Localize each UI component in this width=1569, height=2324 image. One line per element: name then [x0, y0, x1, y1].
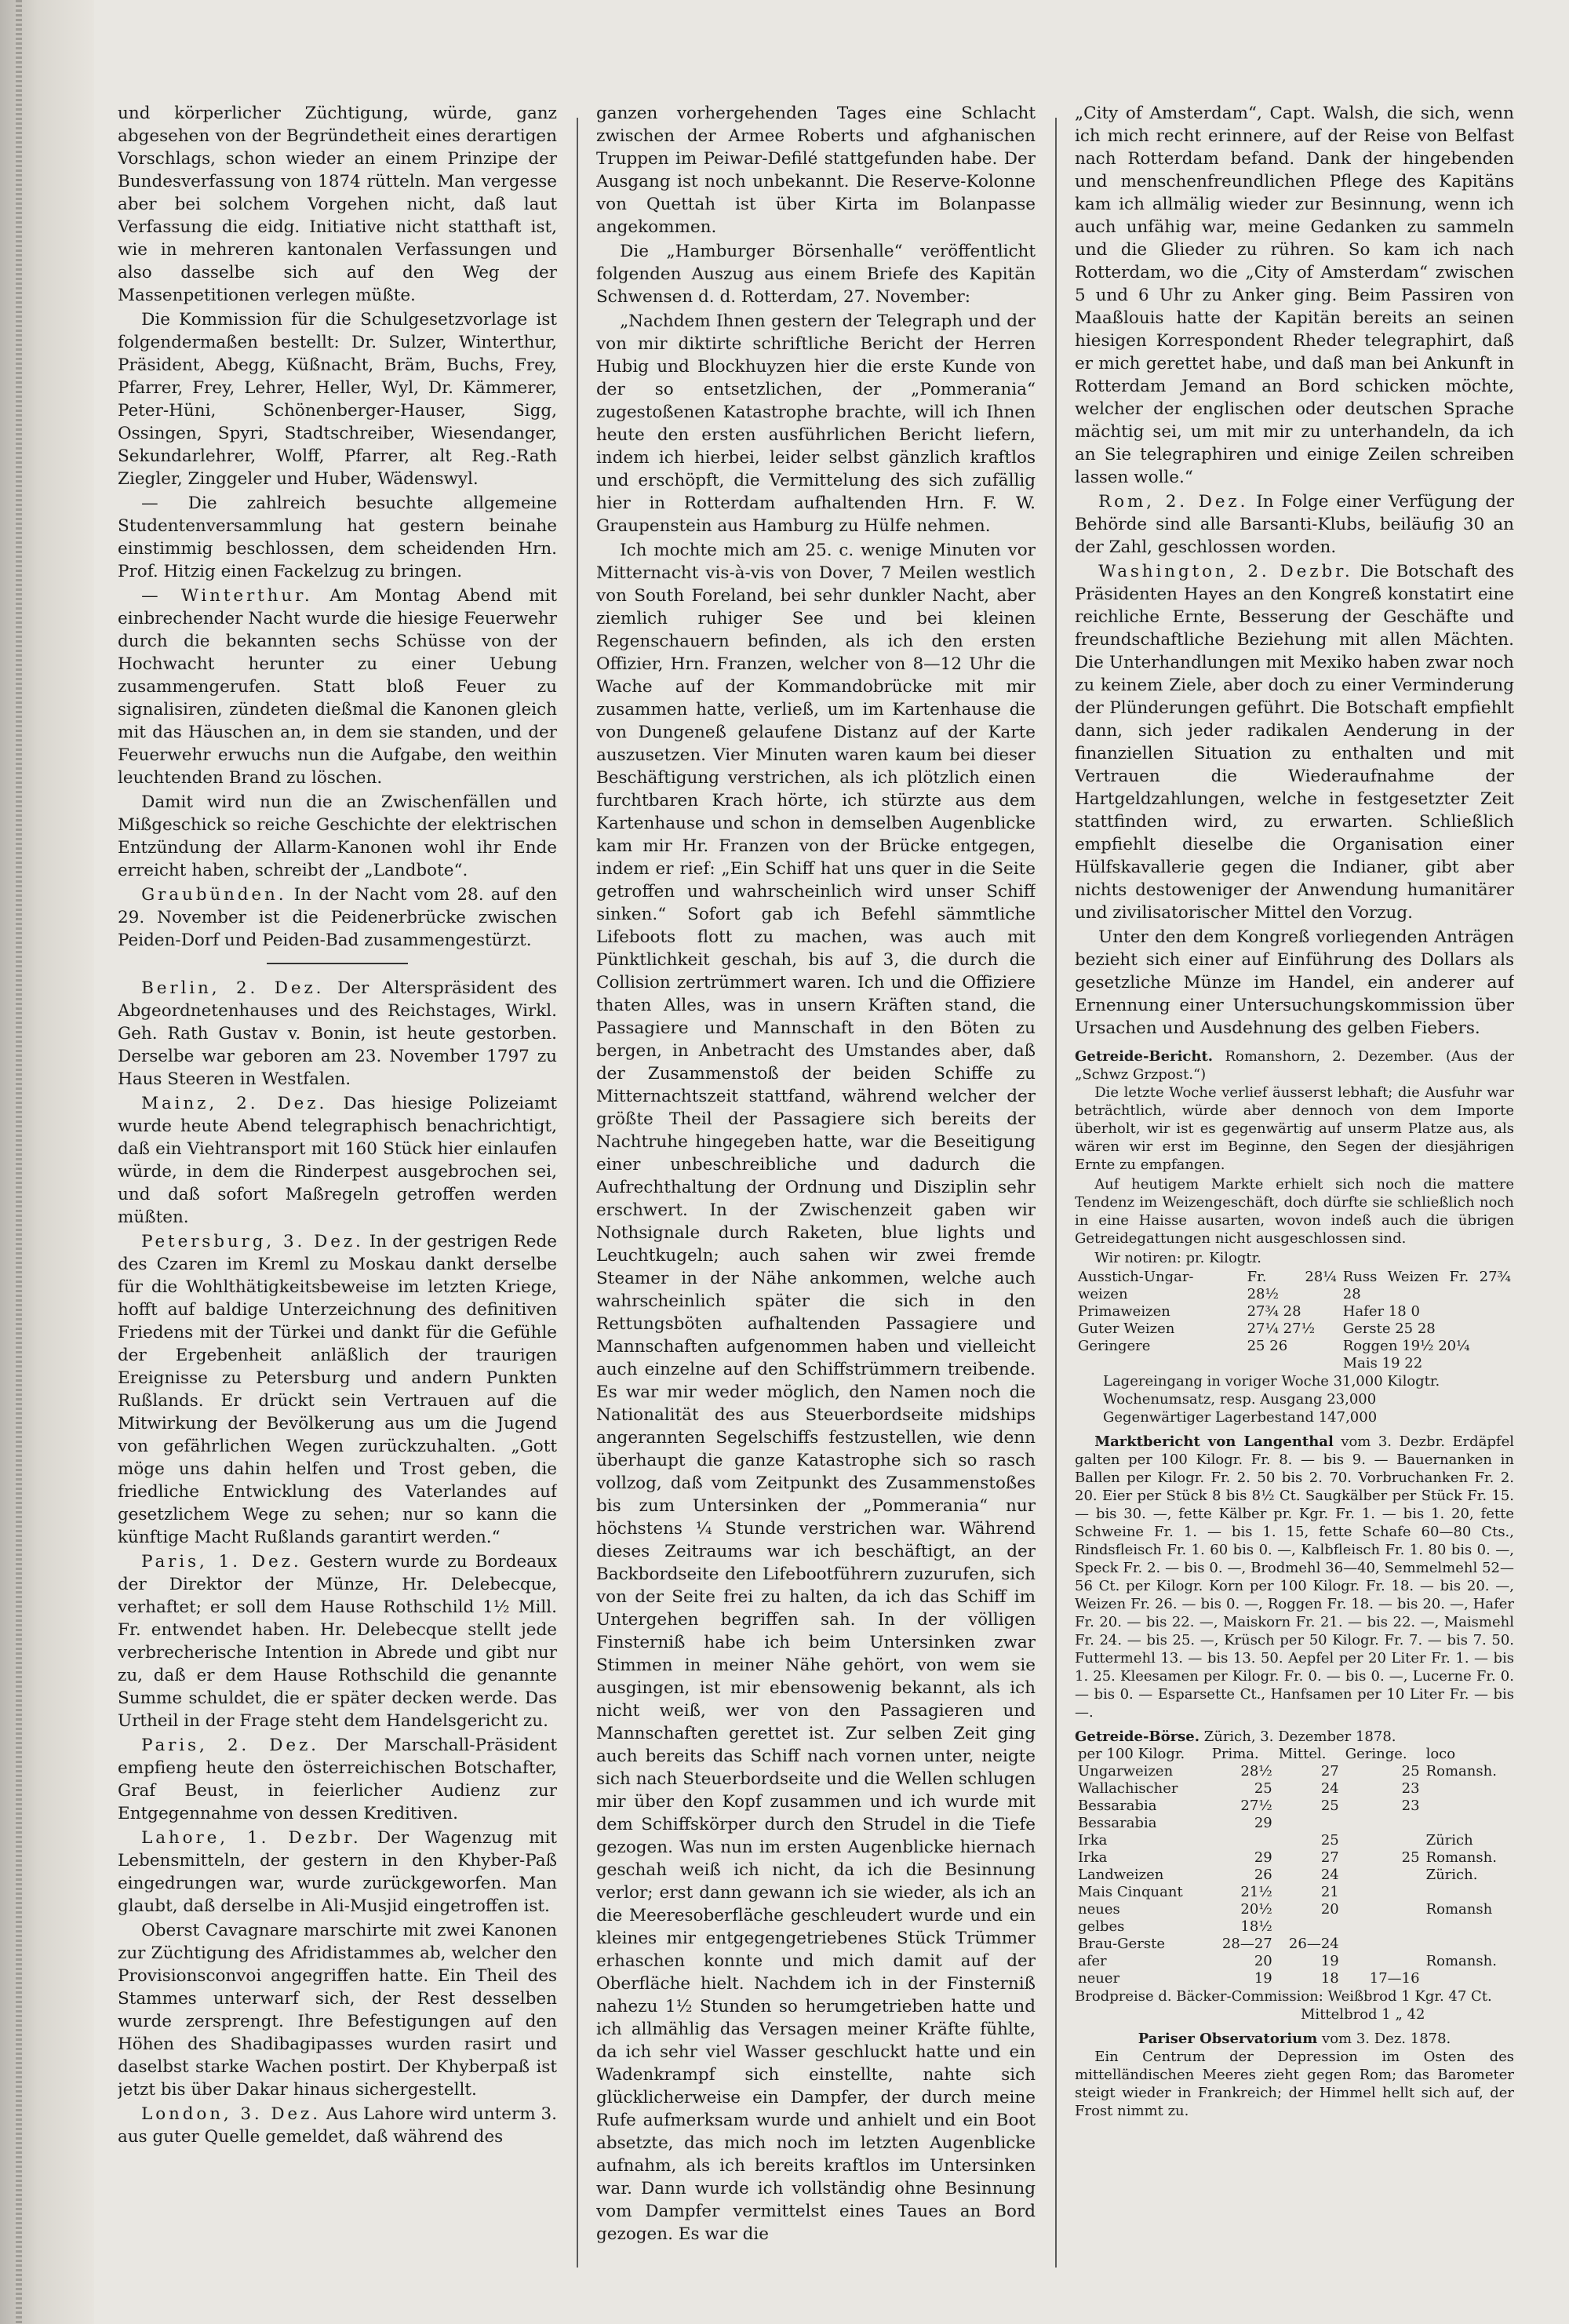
table-row — [1075, 1798, 1514, 1815]
table-cell: 25 — [1320, 1832, 1339, 1849]
table-cell: Hafer 18 0 — [1342, 1303, 1420, 1320]
table-cell: Roggen 19½ 20¼ — [1342, 1338, 1470, 1354]
table-cell: Zürich — [1425, 1832, 1473, 1849]
table-cell: 19 — [1254, 1970, 1272, 1987]
table-cell — [1342, 1953, 1423, 1970]
table-cell: Irka — [1078, 1849, 1108, 1866]
table-header-row — [1075, 1746, 1514, 1763]
table-cell: 17—16 — [1369, 1970, 1420, 1987]
table-row — [1075, 1918, 1514, 1936]
table-cell: Fr. 28¼ 28½ — [1247, 1269, 1337, 1302]
column-header: loco — [1425, 1746, 1456, 1762]
table-cell: 27½ — [1240, 1798, 1272, 1814]
table-cell — [1423, 1884, 1514, 1901]
observatory-text: Ein Centrum der Depression im Osten des mittelländischen Meeres zieht gegen Rom; das Barometer steigt wieder in Frankreich; der Himmel hellt sich auf, der Frost nimmt zu. — [1075, 2049, 1514, 2119]
column-2 — [596, 102, 1036, 2283]
article-paragraph — [118, 2103, 557, 2148]
grain-report — [1075, 1047, 1514, 1426]
table-cell: Bessarabia — [1078, 1798, 1157, 1814]
table-cell: 23 — [1401, 1798, 1420, 1814]
table-cell: 27 — [1320, 1849, 1339, 1866]
table-cell — [1244, 1355, 1340, 1372]
table-cell: Irka — [1078, 1832, 1108, 1849]
article-text: In der gestrigen Rede des Czaren im Kreml zu Moskau dankt derselbe für die Wohlthätigkeitsbeweise im letzten Kriege, hofft auf baldige Unterzeichnung des definitiven Friedens mit der Türkei und dankt für die Gefühle der Ergebenheit anläßlich der traurigen Ereignisse zu Petersburg und andern Punkten Rußlands. Er drückt sein Vertrauen auf die Mitwirkung der Bevölkerung aus um die Jugend von gefährlichen Wegen zurückzuhalten. „Gott möge uns dahin helfen und Trost geben, die friedliche Entwicklung des Vaterlandes auf gesetzlichem Wege zu sehen; nur so kann die künftige Macht Rußlands garantirt werden.“ — [118, 1232, 557, 1547]
grain-report-heading — [1075, 1047, 1514, 1084]
table-cell — [1342, 1918, 1423, 1936]
column-1 — [118, 102, 557, 2283]
article-paragraph: „Nachdem Ihnen gestern der Telegraph und der von mir diktirte schriftliche Bericht der Herren Hubig und Blockhuyzen hier die erste Kunde von der so entsetzlichen, der „Pommerania“ zugestoßenen Katastrophe brachte, will ich Ihnen heute den ersten ausführlichen Bericht liefern, indem ich hierbei, leider selbst gänzlich kraftlos und erschöpft, die Vermittelung des sich zufällig hier in Rotterdam aufhaltenden Hrn. F. W. Graupenstein aus Hamburg zu Hülfe nehmen. — [596, 311, 1036, 536]
article-text: Das hiesige Polizeiamt wurde heute Abend telegraphisch benachrichtigt, daß ein Viehtransport mit 160 Stück hier einlaufen würde, in dem die Rinderpest ausgebrochen sei, und daß sofort Maßregeln getroffen werden müßten. — [118, 1094, 557, 1227]
table-cell: Romansh. — [1425, 1953, 1497, 1969]
table-cell — [1423, 1798, 1514, 1815]
grain-exchange-zurich — [1075, 1728, 1514, 2023]
article-text: Aus Lahore wird unterm 3. aus guter Quelle gemeldet, daß während des — [118, 2104, 557, 2147]
table-cell: neuer — [1078, 1970, 1120, 1987]
table-row — [1075, 1780, 1514, 1798]
article-paragraph: Unter den dem Kongreß vorliegenden Anträgen bezieht sich einer auf Einführung des Dollars als gesetzliche Münze im Handel, ein anderer auf Ernennung einer Untersuchungskommission über Ursachen und Ausdehnung des gelben Fiebers. — [1075, 927, 1514, 1038]
grain-price-table — [1075, 1269, 1514, 1372]
table-cell: 18 — [1320, 1970, 1339, 1987]
dateline: Paris, 1. Dez. — [141, 1552, 302, 1572]
dateline: Washington, 2. Dezbr. — [1098, 562, 1353, 581]
article-text: Die Botschaft des Präsidenten Hayes an den Kongreß konstatirt eine reichliche Ernte, Besserung der Geschäfte und freundschaftliche Beziehung mit allen Mächten. Die Unterhandlungen mit Mexiko haben zwar noch zu keinem Ziele, aber doch zu einer Verminderung der Plünderungen geführt. Die Botschaft empfiehlt dann, sich jeder radikalen Aenderung in der finanziellen Situation zu enthalten und mit Vertrauen die Wiederaufnahme der Hartgeldzahlungen, welche in festgesetzter Zeit stattfinden wird, zu erwarten. Schließlich empfiehlt dieselbe die Organisation einer Hülfskavallerie gegen die Indianer, gibt aber nichts destoweniger der Anwendung humanitärer und zivilisatorischer Mittel den Vorzug. — [1075, 562, 1514, 923]
table-cell: 20 — [1320, 1901, 1339, 1918]
exchange-title: Getreide-Börse. — [1075, 1728, 1200, 1745]
table-row — [1075, 1320, 1514, 1338]
exchange-date: Zürich, 3. Dezember 1878. — [1203, 1728, 1396, 1745]
table-cell: 25 26 — [1247, 1338, 1288, 1354]
table-cell: 25 — [1401, 1763, 1420, 1779]
market-title: Marktbericht von Langenthal — [1094, 1433, 1334, 1450]
article-paragraph — [1075, 560, 1514, 924]
dateline: Lahore, 1. Dezbr. — [141, 1828, 362, 1848]
table-cell: 20½ — [1240, 1901, 1272, 1918]
dateline: Graubünden. — [141, 885, 287, 905]
table-cell: 21 — [1320, 1884, 1339, 1900]
grain-report-source: Romanshorn, 2. Dezember. (Aus der „Schwz Grzpost.“) — [1075, 1048, 1514, 1083]
table-cell: Gerste 25 28 — [1342, 1320, 1436, 1337]
bread-price-line: Mittelbrod 1 „ 42 — [1301, 2006, 1425, 2023]
dateline: Petersburg, 3. Dez. — [141, 1232, 364, 1251]
table-cell: Mais Cinquant — [1078, 1884, 1183, 1900]
table-cell: 27¾ 28 — [1247, 1303, 1301, 1320]
article-paragraph — [118, 883, 557, 952]
table-cell: 18½ — [1240, 1918, 1272, 1935]
table-cell: Romansh. — [1425, 1849, 1497, 1866]
article-paragraph: Die „Hamburger Börsenhalle“ veröffentlicht folgenden Auszug aus einem Briefe des Kapitän Schwensen d. d. Rotterdam, 27. November: — [596, 242, 1036, 307]
grain-report-title: Getreide-Bericht. — [1075, 1048, 1214, 1065]
dateline: Paris, 2. Dez. — [141, 1736, 319, 1755]
table-cell — [1276, 1918, 1342, 1936]
observatory-heading — [1075, 2030, 1514, 2048]
dateline: — Winterthur. — [141, 586, 313, 606]
table-cell: Brau-Gerste — [1078, 1936, 1165, 1952]
article-paragraph — [118, 1827, 557, 1918]
column-header: Geringe. — [1345, 1746, 1407, 1762]
table-cell — [1423, 1936, 1514, 1953]
article-paragraph — [118, 977, 557, 1091]
report-text: Die letzte Woche verlief äusserst lebhaft; die Ausfuhr war beträchtlich, würde aber dennoch von dem Importe überholt, wir ist es gegenwärtig auf unserm Platze aus, als wären wir erst im Beginne, den Segen der diesjährigen Ernte zu empfangen. — [1075, 1084, 1514, 1173]
article-paragraph: Ich mochte mich am 25. c. wenige Minuten vor Mitternacht vis-à-vis von Dover, 7 Meilen westlich von South Foreland, bei sehr dunkler Nacht, aber ziemlich ruhiger See und bei kleinen Regenschauern befinden, als ich den ersten Offizier, Hrn. Franzen, welcher von 8—12 Uhr die Wache auf der Kommandobrücke mit mir zusammen hatte, verließ, um im Kartenhause die von Dungeneß gelaufene Distanz auf der Karte auszusetzen. Vier Minuten waren kaum bei dieser Beschäftigung verstrichen, als ich plötzlich einen furchtbaren Krach hörte, ich stürzte aus dem Kartenhause und schon in demselben Augenblicke kam mir Hr. Franzen von der Brücke entgegen, indem er rief: „Ein Schiff hat uns quer in die Seite getroffen und wahrscheinlich wird unser Schiff sinken.“ Sofort gab ich Befehl sämmtliche Lifeboots flott zu machen, was auch mit Pünktlichkeit geschah, bis auf 3, die durch die Collision zertrümmert waren. Ich und die Offiziere thaten Alles, was in unsern Kräften stand, die Passagiere und Mannschaft in den Böten zu bergen, in Anbetracht des Umstandes aber, daß der Zusammenstoß der beiden Schiffe zu Mitternachtszeit stattfand, während welcher der größte Theil der Passagiere sich bereits der Nachtruhe hingegeben hatte, war die Beseitigung einer unbeschreibliche und dadurch die Aufrechthaltung der Ordnung und Disziplin sehr erschwert. In der Zwischenzeit gaben wir Nothsignale durch Raketen, blue lights und Leuchtkugeln; auch sahen wir zwei fremde Steamer in der Nähe ankommen, welche auch wahrscheinlich später die sich in den Rettungsböten aufhaltenden Passagiere und Mannschaften aufgenommen haben und vielleicht auch einzelne auf den Schiffstrümmern treibende. Es war mir weder möglich, den Namen noch die Nationalität des aus Steuerbordseite midships angerannten Segelschiffs festzustellen, wie denn überhaupt die ganze Katastrophe sich so rasch vollzog, daß vom Zeitpunkt des Zusammenstoßes bis zum Untersinken der „Pommerania“ nur höchstens ¼ Stunde verstrichen war. Während dieses Zeitraums war ich beschäftigt, an der Backbordseite den Lifebootführern zuzurufen, sich von der Seite frei zu halten, da ich das Schiff im Untergehen begriffen sah. In der völligen Finsterniß habe ich beim Untersinken zwar Stimmen in meiner Nähe gehört, von wem sie ausgingen, ist mir ebensowenig bekannt, als ich nicht weiß, wer von den Passagieren und Mannschaften gerettet ist. Zur selben Zeit ging auch bereits das Schiff nach vornen unter, neigte sich nach Steuerbordseite und die Wellen schlugen mir über den Kopf zusammen und ich wurde mit dem Schiffskörper durch den Strudel in die Tiefe gezogen. Was nun im ersten Augenblicke hiernach geschah weiß ich nicht, da ich die Besinnung verlor; erst dann gewann ich sie wieder, als ich an die Meeresoberfläche geschleudert wurde und ein kleines mir entgegengetriebenes Stück Trümmer erhaschen konnte und mich damit auf der Oberfläche hielt. Nachdem ich in der Finsterniß nahezu 1½ Stunden so herumgetrieben hatte und ich allmählig das Versagen meiner Kräfte fühlte, da ich sehr viel Wasser geschluckt hatte und ein Wadenkrampf sich einstellte, nahte sich glücklicherweise ein Dampfer, der durch meine Rufe aufmerksam wurde und anhielt und ein Boot absetzte, das mich noch im letzten Augenblicke aufnahm, als ich bereits kraftlos im Untersinken war. Dann wurde ich vollständig ohne Besinnung vom Dampfer vermittelst eines Taues an Bord gezogen. Es war die — [596, 541, 1036, 2244]
article-text: Am Montag Abend mit einbrechender Nacht wurde die hiesige Feuerwehr durch die bekannten sechs Schüsse von der Hochwacht herunter zu einer Uebung zusammengerufen. Statt bloß Feuer zu signalisiren, zündeten dießmal die Kanonen gleich mit das Häuschen an, in dem sie standen, und der Feuerwehr erwuchs nun die Aufgabe, den weithin leuchtenden Brand zu löschen. — [118, 586, 557, 788]
article-paragraph: Die Kommission für die Schulgesetzvorlage ist folgendermaßen bestellt: Dr. Sulzer, Winterthur, Präsident, Abegg, Küßnacht, Bräm, Buchs, Frey, Pfarrer, Frey, Lehrer, Heller, Wyl, Dr. Kämmerer, Peter-Hüni, Schönenberger-Hauser, Sigg, Ossingen, Spyri, Stadtschreiber, Wiesendanger, Sekundarlehrer, Wolff, Pfarrer, alt Reg.-Rath Ziegler, Zinggeler und Huber, Wädenswyl. — [118, 310, 557, 489]
table-row — [1075, 1763, 1514, 1780]
observatory-date: vom 3. Dez. 1878. — [1322, 2031, 1451, 2047]
stock-line: Wochenumsatz, resp. Ausgang 23,000 — [1103, 1391, 1377, 1408]
dateline: Mainz, 2. Dez. — [141, 1094, 328, 1113]
table-row — [1075, 1849, 1514, 1867]
bread-price-line: Brodpreise d. Bäcker-Commission: Weißbrod 1 Kgr. 47 Ct. — [1075, 1988, 1492, 2005]
table-cell: Guter Weizen — [1078, 1320, 1175, 1337]
observatory-report — [1075, 2030, 1514, 2120]
table-cell: 25 — [1254, 1780, 1272, 1797]
table-cell: 25 — [1320, 1798, 1339, 1814]
dateline: London, 3. Dez. — [141, 2104, 321, 2124]
table-cell — [1423, 1815, 1514, 1832]
table-row — [1075, 1901, 1514, 1918]
article-paragraph — [1075, 490, 1514, 559]
article-paragraph — [118, 1230, 557, 1549]
exchange-heading — [1075, 1728, 1514, 1746]
page-edges — [16, 0, 22, 2324]
table-cell: Ausstich-Ungar-weizen — [1078, 1269, 1194, 1302]
table-cell — [1423, 1780, 1514, 1798]
table-cell: Romansh. — [1425, 1763, 1497, 1779]
table-cell: 25 — [1401, 1849, 1420, 1866]
table-row — [1075, 1867, 1514, 1884]
article-paragraph: ganzen vorhergehenden Tages eine Schlacht zwischen der Armee Roberts und afghanischen Truppen im Peiwar-Defilé stattgefunden habe. Der Ausgang ist noch unbekannt. Die Reserve-Kolonne von Quettah ist über Kirta im Bolanpasse angekommen. — [596, 104, 1036, 237]
article-text: Der Wagenzug mit Lebensmitteln, der gestern in den Khyber-Paß eingedrungen war, wurde zurückgeworfen. Man glaubt, daß derselbe in Ali-Musjid eingetroffen ist. — [118, 1828, 557, 1916]
article-paragraph — [118, 1734, 557, 1825]
column-rule-2 — [1055, 118, 1057, 2268]
table-cell: 21½ — [1240, 1884, 1272, 1900]
table-cell — [1342, 1901, 1423, 1918]
table-row — [1075, 1953, 1514, 1970]
table-row — [1075, 1884, 1514, 1901]
table-cell: 24 — [1320, 1867, 1339, 1883]
table-cell: Landweizen — [1078, 1867, 1164, 1883]
table-row — [1075, 1269, 1514, 1303]
table-row — [1075, 1338, 1514, 1355]
table-cell: 20 — [1254, 1953, 1272, 1969]
stock-line: Gegenwärtiger Lagerbestand 147,000 — [1103, 1409, 1378, 1426]
dateline: Berlin, 2. Dez. — [141, 978, 325, 998]
stock-line: Lagereingang in voriger Woche 31,000 Kilogtr. — [1103, 1373, 1440, 1390]
table-cell: 29 — [1254, 1849, 1272, 1866]
table-cell: gelbes — [1078, 1918, 1125, 1935]
article-paragraph: „City of Amsterdam“, Capt. Walsh, die sich, wenn ich mich recht erinnere, auf der Reise von Belfast nach Rotterdam befand. Dank der hingebenden und menschenfreundlichen Pflege des Kapitäns kam ich allmälig wieder zur Besinnung, wenn ich auch unfähig war, meine Gedanken zu sammeln und die Glieder zu rühren. So kam ich nach Rotterdam, wo die „City of Amsterdam“ zwischen 5 und 6 Uhr zu Anker ging. Beim Passiren von Maaßlouis hatte der Kapitän bereits an seinen hiesigen Korrespondent Rheder telegraphirt, daß er mich gerettet habe, und daß man bei Ankunft in Rotterdam Jemand an Bord schicken möchte, welcher der englischen oder deutschen Sprache mächtig sei, um mit mir zu unterhandeln, da ich an Sie telegraphiren und einige Zeilen schreiben lassen wolle.“ — [1075, 104, 1514, 487]
table-row — [1075, 1936, 1514, 1953]
table-cell: 19 — [1320, 1953, 1339, 1969]
column-3 — [1075, 102, 1514, 2283]
report-text: Auf heutigem Markte erhielt sich noch die mattere Tendenz im Weizengeschäft, doch dürfte sie schließlich noch in eine Haisse ausarten, wovon indeß auch die übrigen Getreidegattungen nicht ausgeschlossen sind. — [1075, 1176, 1514, 1247]
table-cell: Russ Weizen Fr. 27¾ 28 — [1342, 1269, 1511, 1302]
table-cell: 28—27 — [1221, 1936, 1272, 1952]
table-cell: afer — [1078, 1953, 1107, 1969]
market-report-langenthal — [1075, 1433, 1514, 1721]
article-paragraph: Damit wird nun die an Zwischenfällen und Mißgeschick so reiche Geschichte der elektrischen Entzündung der Allarm-Kanonen wohl ihr Ende erreicht haben, schreibt der „Landbote“. — [118, 792, 557, 880]
table-cell: 27¼ 27½ — [1247, 1320, 1316, 1337]
article-text: Der Alterspräsident des Abgeordnetenhauses und des Reichstages, Wirkl. Geh. Rath Gustav v. Bonin, ist heute gestorben. Derselbe war geboren am 23. November 1797 zu Haus Steeren in Westfalen. — [118, 978, 557, 1089]
table-cell: Bessarabia — [1078, 1815, 1157, 1831]
column-header: Prima. — [1211, 1746, 1259, 1762]
table-cell — [1423, 1918, 1514, 1936]
table-cell: 26 — [1254, 1867, 1272, 1883]
article-paragraph — [118, 1092, 557, 1229]
table-row — [1075, 1303, 1514, 1320]
article-paragraph: und körperlicher Züchtigung, würde, ganz abgesehen von der Begründetheit eines derartigen Vorschlags, schon wieder an einem Prinzipe der Bundesverfassung von 1874 rütteln. Man vergesse aber bei solchem Vorgehen nicht, daß laut Verfassung die eidg. Initiative nicht statthaft ist, wie in mehreren kantonalen Verfassungen und also dasselbe sich auf den Weg der Massenpetitionen verlegen müßte. — [118, 104, 557, 305]
table-cell — [1423, 1970, 1514, 1987]
table-cell: 23 — [1401, 1780, 1420, 1797]
newspaper-page — [94, 102, 1530, 2283]
table-cell: Wallachischer — [1078, 1780, 1178, 1797]
article-paragraph — [118, 1550, 557, 1732]
table-cell — [1342, 1884, 1423, 1901]
dateline: Rom, 2. Dez. — [1098, 492, 1249, 512]
table-cell: 26—24 — [1288, 1936, 1339, 1952]
column-rule-1 — [577, 118, 578, 2268]
table-cell: Zürich. — [1425, 1867, 1478, 1883]
table-row — [1075, 1970, 1514, 1987]
article-paragraph: — Die zahlreich besuchte allgemeine Studentenversammlung hat gestern beinahe einstimmig beschlossen, dem scheidenden Hrn. Prof. Hitzig einen Fackelzug zu bringen. — [118, 494, 557, 581]
article-text: In der Nacht vom 28. auf den 29. November ist die Peidenerbrücke zwischen Peiden-Dorf und Peiden-Bad zusammengestürzt. — [118, 885, 557, 950]
table-cell: neues — [1078, 1901, 1120, 1918]
table-row — [1075, 1355, 1514, 1372]
table-cell — [1342, 1936, 1423, 1953]
article-text: In Folge einer Verfügung der Behörde sind alle Barsanti-Klubs, beiläufig 30 an der Zahl, geschlossen worden. — [1075, 492, 1514, 557]
column-header: per 100 Kilogr. — [1078, 1746, 1185, 1762]
article-text: Der Marschall-Präsident empfieng heute den österreichischen Botschafter, Graf Beust, in feierlicher Audienz zur Entgegennahme von dessen Kreditiven. — [118, 1736, 557, 1823]
table-row — [1075, 1832, 1514, 1849]
table-cell: 28½ — [1240, 1763, 1272, 1779]
table-cell — [1276, 1815, 1342, 1832]
table-cell: Primaweizen — [1078, 1303, 1170, 1320]
article-paragraph — [118, 585, 557, 789]
table-cell: 29 — [1254, 1815, 1272, 1831]
table-cell: Romansh — [1425, 1901, 1493, 1918]
exchange-table — [1075, 1746, 1514, 1987]
table-row — [1075, 1815, 1514, 1832]
book-binding — [0, 0, 94, 2324]
table-cell: Ungarweizen — [1078, 1763, 1174, 1779]
table-cell — [1209, 1832, 1276, 1849]
article-text: Gestern wurde zu Bordeaux der Direktor der Münze, Hr. Delebecque, verhaftet; er soll dem Hause Rothschild 1½ Mill. Fr. entwendet haben. Hr. Delebecque stellt jede verbrecherische Intention in Abrede und gibt nur zu, daß er dem Hause Rothschild die genannte Summe schuldet, die er später decken werde. Das Urtheil in der Frage steht dem Handelsgericht zu. — [118, 1552, 557, 1731]
table-cell: 27 — [1320, 1763, 1339, 1779]
column-header: Mittel. — [1278, 1746, 1327, 1762]
table-cell: Mais 19 22 — [1342, 1355, 1423, 1371]
report-text: Wir notiren: pr. Kilogtr. — [1094, 1250, 1262, 1266]
market-text: vom 3. Dezbr. Erdäpfel galten per 100 Kilogr. Fr. 8. — bis 9. — Bauernanken in Ballen per Kilogr. Fr. 2. 50 bis 2. 70. Vorbruchanken Fr. 2. 20. Eier per Stück 8 bis 8½ Ct. Saugkälber per Stück Fr. 15. — bis 30. —, fette Kälber pr. Kgr. Fr. 1. — bis 1. 20, fette Schweine Fr. 1. — bis 1. 15, fette Schafe 60—80 Cts., Rindsfleisch Fr. 1. 60 bis 0. —, Kalbfleisch Fr. 1. 80 bis 0. —, Speck Fr. 2. — bis 0. —, Brodmehl 36—40, Semmelmehl 52—56 Ct. per Kilogr. Korn per 100 Kilogr. Fr. 18. — bis 20. —, Weizen Fr. 26. — bis 0. —, Roggen Fr. 18. — bis 20. —, Hafer Fr. 20. — bis 22. —, Maiskorn Fr. 21. — bis 22. —, Maismehl Fr. 24. — bis 25. —, Krüsch per 50 Kilogr. Fr. 7. — bis 7. 50. Futtermehl 13. — bis 13. 50. Aepfel per 20 Liter Fr. 1. — bis 1. 25. Kleesamen per Kilogr. Fr. 0. — bis 0. —, Lucerne Fr. 0. — bis 0. — Esparsette Ct., Hanfsamen per 10 Liter Fr. — bis —. — [1075, 1433, 1514, 1721]
section-divider — [267, 963, 408, 964]
table-cell: 24 — [1320, 1780, 1339, 1797]
market-paragraph — [1075, 1433, 1514, 1721]
observatory-title: Pariser Observatorium — [1138, 2031, 1318, 2047]
table-cell — [1075, 1355, 1244, 1372]
table-cell — [1342, 1867, 1423, 1884]
article-paragraph: Oberst Cavagnare marschirte mit zwei Kanonen zur Züchtigung des Afridistammes ab, welcher den Provisionsconvoi angegriffen hatte. Ein Theil des Stammes unterwarf sich, der Rest desselben wurde zersprengt. Ihre Befestigungen auf den Höhen des Shadibagipasses wurden rasirt und daselbst starke Wachen postirt. Der Khyberpaß ist jetzt bis über Dakar hinaus sichergestellt. — [118, 1921, 557, 2100]
table-cell — [1342, 1832, 1423, 1849]
table-cell — [1342, 1815, 1423, 1832]
table-cell: Geringere — [1078, 1338, 1151, 1354]
